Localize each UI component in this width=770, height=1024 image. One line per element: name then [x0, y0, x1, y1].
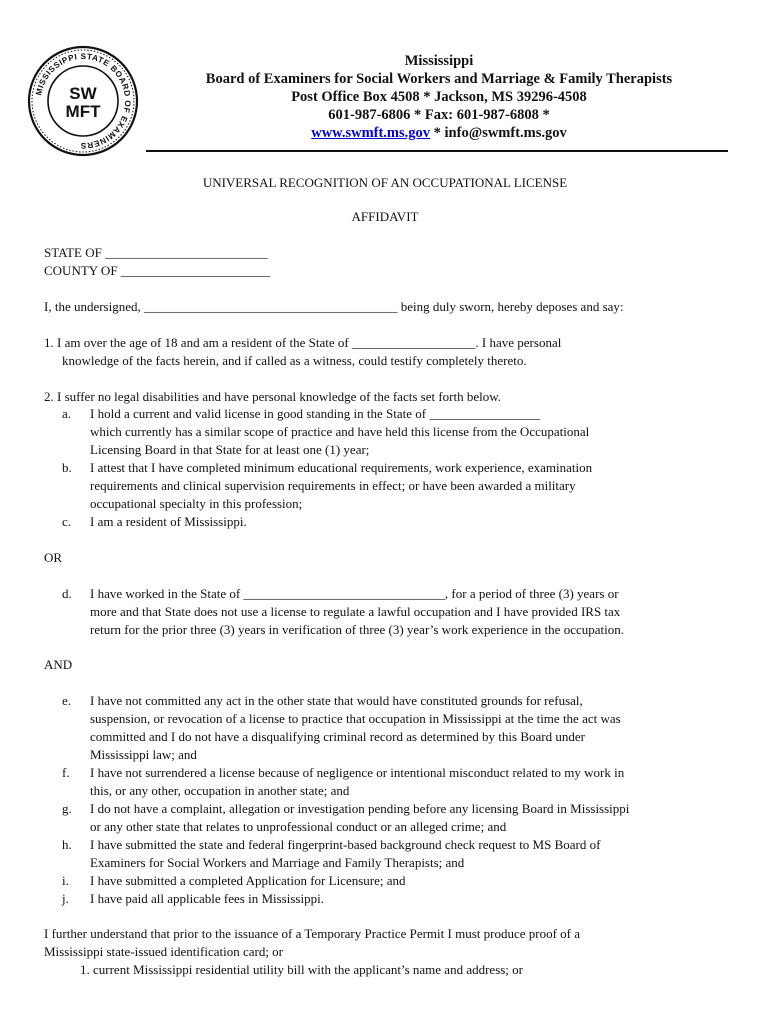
- board-seal: [26, 44, 140, 158]
- item-1-line-2: knowledge of the facts herein, and if called as a witness, could testify completely thereto.: [62, 353, 527, 368]
- seal-sw-text: SW: [69, 84, 97, 103]
- seal-mft-text: MFT: [65, 102, 101, 121]
- item-letter: d.: [62, 586, 72, 601]
- header-contact: [150, 124, 728, 142]
- further-line-3: 1. current Mississippi residential utility bill with the applicant’s name and address; or: [80, 962, 524, 977]
- item-h-line: I have submitted the state and federal fingerprint-based background check request to MS Board of: [90, 837, 601, 852]
- header-phone-fax: 601-987-6806 * Fax: 601-987-6808 *: [328, 107, 550, 123]
- item-d-line: return for the prior three (3) years in verification of three (3) year’s work experience in the occupation.: [90, 622, 624, 637]
- item-2-intro: 2. I suffer no legal disabilities and have personal knowledge of the facts set forth below.: [44, 389, 502, 404]
- item-a-line: which currently has a similar scope of practice and have held this license from the Occupational: [90, 424, 590, 439]
- undersigned-statement: I, the undersigned, _______________________________________ being duly sworn, hereby deposes and say:: [44, 299, 624, 314]
- item-letter: j.: [62, 891, 69, 906]
- item-d-line: I have worked in the State of _______________________________, for a period of three (3) years or: [90, 586, 619, 601]
- item-b-line: occupational specialty in this profession;: [90, 496, 303, 511]
- header-divider: [146, 150, 728, 152]
- item-g-line: or any other state that relates to unprofessional conduct or an alleged crime; and: [90, 819, 507, 834]
- further-line-2: Mississippi state-issued identification card; or: [44, 944, 284, 959]
- item-h-line: Examiners for Social Workers and Marriage and Family Therapists; and: [90, 855, 465, 870]
- item-e-line: suspension, or revocation of a license to practice that occupation in Mississippi at the time the act was: [90, 711, 621, 726]
- item-f-line: I have not surrendered a license because of negligence or intentional misconduct related to my work in: [90, 765, 625, 780]
- county-of-field: COUNTY OF _______________________: [44, 263, 271, 278]
- header-address: Post Office Box 4508 * Jackson, MS 39296-4508: [291, 89, 587, 105]
- item-letter: b.: [62, 460, 72, 475]
- item-letter: h.: [62, 837, 72, 852]
- seal-ring-text: MISSISSIPPI STATE BOARD OF EXAMINERS: [34, 51, 133, 151]
- item-letter: e.: [62, 693, 72, 708]
- item-letter: c.: [62, 514, 72, 529]
- seal-graphic: [26, 44, 140, 158]
- header-board-name: Board of Examiners for Social Workers and Marriage & Family Therapists: [205, 71, 673, 87]
- item-e-line: committed and I do not have a disqualifying criminal record as determined by this Board under: [90, 729, 585, 744]
- further-line-1: I further understand that prior to the issuance of a Temporary Practice Permit I must produce proof of a: [44, 926, 581, 941]
- item-e-line: Mississippi law; and: [90, 747, 197, 762]
- item-a-line: I hold a current and valid license in good standing in the State of _________________: [90, 406, 540, 421]
- header-email: * info@swmft.ms.gov: [430, 125, 567, 141]
- item-letter: g.: [62, 801, 72, 816]
- item-letter: a.: [62, 406, 72, 421]
- item-a-line: Licensing Board in that State for at least one (1) year;: [90, 442, 370, 457]
- and-label: AND: [44, 657, 73, 672]
- item-1-line-1: 1. I am over the age of 18 and am a resident of the State of ___________________. I have personal: [44, 335, 562, 350]
- item-e-line: I have not committed any act in the other state that would have constituted grounds for refusal,: [90, 693, 583, 708]
- website-link[interactable]: www.swmft.ms.gov: [311, 125, 431, 141]
- item-d-line: more and that State does not use a license to regulate a lawful occupation and I have provided IRS tax: [90, 604, 621, 619]
- or-label: OR: [44, 550, 63, 565]
- item-b-line: requirements and clinical supervision requirements in effect; or have been awarded a military: [90, 478, 576, 493]
- header-state: Mississippi: [404, 53, 474, 69]
- item-g-line: I do not have a complaint, allegation or investigation pending before any licensing Board in Mississippi: [90, 801, 630, 816]
- document-subtitle: AFFIDAVIT: [351, 209, 419, 224]
- item-letter: i.: [62, 873, 69, 888]
- item-b-line: I attest that I have completed minimum educational requirements, work experience, examination: [90, 460, 593, 475]
- item-c-line: I am a resident of Mississippi.: [90, 514, 247, 529]
- item-i-line: I have submitted a completed Application for Licensure; and: [90, 873, 406, 888]
- item-letter: f.: [62, 765, 70, 780]
- item-j-line: I have paid all applicable fees in Mississippi.: [90, 891, 324, 906]
- state-of-field: STATE OF _________________________: [44, 245, 268, 260]
- document-title: UNIVERSAL RECOGNITION OF AN OCCUPATIONAL LICENSE: [202, 175, 568, 190]
- item-f-line: this, or any other, occupation in another state; and: [90, 783, 350, 798]
